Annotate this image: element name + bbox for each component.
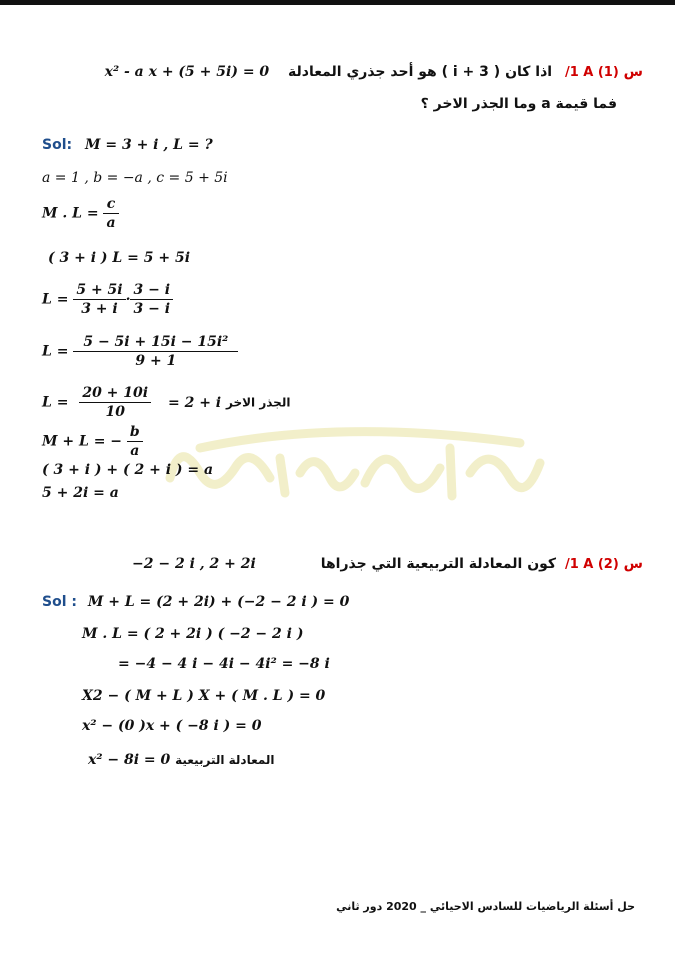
q1-answer: 5 + 2i = a xyxy=(42,485,119,501)
q1-l-frac2-den: 3 − i xyxy=(133,301,171,317)
q2-substitution: x² − (0 )x + ( −8 i ) = 0 xyxy=(82,718,262,734)
q1-coefficients: a = 1 , b = −a , c = 5 + 5i xyxy=(42,170,228,186)
q2-sol-label: Sol : xyxy=(42,594,77,610)
q2-header xyxy=(132,556,643,572)
q1-ml-den: a xyxy=(106,215,116,231)
q2-final-equation: x² − 8i = 0 xyxy=(88,752,171,768)
q1-header xyxy=(105,64,643,80)
q1-l-eq: L = xyxy=(42,291,69,308)
q1-question-line2: فما قيمة a وما الجذر الاخر ؟ xyxy=(420,96,617,112)
q1-l-eq-3: L = xyxy=(42,394,69,411)
q1-sum-frac xyxy=(127,424,143,459)
q1-sum-left: M + L = − xyxy=(42,433,123,450)
q1-l-frac1-num: 5 + 5i xyxy=(73,282,125,300)
q1-sum-den: a xyxy=(130,443,140,459)
q1-l-frac1-den: 3 + i xyxy=(81,301,118,317)
q1-product-step: ( 3 + i ) L = 5 + 5i xyxy=(48,250,191,266)
q2-roots: −2 − 2 i , 2 + 2i xyxy=(132,556,256,572)
q1-ml-formula xyxy=(42,196,119,231)
q1-l-frac1 xyxy=(73,282,125,317)
q2-sum-line xyxy=(42,594,349,610)
q1-l-eq-2: L = xyxy=(42,343,69,360)
q1-l-frac2-num: 3 − i xyxy=(130,282,173,300)
q1-l-step3 xyxy=(42,385,290,420)
footer-caption: حل أسئلة الرياضيات للسادس الاحيائي _ 2020 دور ثاني xyxy=(336,900,635,913)
q1-label: س xyxy=(623,64,643,80)
q1-l2-den: 9 + 1 xyxy=(135,353,177,369)
q1-ml-num: c xyxy=(103,196,118,214)
q1-sum-num: b xyxy=(127,424,143,442)
q1-l-step1: L = $\frac{5 + 5i}{3 + i}$ · $\frac{3 - i}{3 - i}$ xyxy=(42,282,173,317)
q1-l3-den: 10 xyxy=(105,404,125,420)
q1-ml-fraction xyxy=(103,196,118,231)
q2-ref: /1 A (2) xyxy=(564,557,619,572)
q1-sol-line xyxy=(42,137,213,153)
q2-final-line xyxy=(88,752,275,768)
q1-sol-label: Sol: xyxy=(42,137,73,153)
q1-l3-result: = 2 + i xyxy=(167,394,222,411)
q1-l3-num: 20 + 10i xyxy=(79,385,151,403)
q2-product-2: = −4 − 4 i − 4i − 4i² = −8 i xyxy=(118,656,330,672)
q2-sum: M + L = (2 + 2i) + (−2 − 2 i ) = 0 xyxy=(87,594,350,610)
q2-question-text: كون المعادلة التربيعية التي جذراها xyxy=(320,556,557,572)
q2-label: س xyxy=(623,556,643,572)
q1-sum-formula xyxy=(42,424,143,459)
q2-general-form: X2 − ( M + L ) X + ( M . L ) = 0 xyxy=(82,688,326,704)
q1-question-text: اذا كان ( 3 + i ) هو أحد جذري المعادلة xyxy=(288,64,553,80)
top-border xyxy=(0,0,675,5)
q1-equation: x² - a x + (5 + 5i) = 0 xyxy=(104,64,270,80)
q1-l-frac2 xyxy=(130,282,173,317)
q1-l2-frac xyxy=(73,334,238,369)
q1-other-root-label: الجذر الاخر xyxy=(226,395,291,410)
q2-final-label: المعادلة التربيعية xyxy=(175,753,275,767)
q1-ml-left: M . L = xyxy=(42,205,99,222)
q1-l-step2 xyxy=(42,334,238,369)
q1-l2-num: 5 − 5i + 15i − 15i² xyxy=(73,334,238,352)
q1-ref: /1 A (1) xyxy=(564,65,619,80)
q1-l3-frac xyxy=(79,385,151,420)
q2-product-1: M . L = ( 2 + 2i ) ( −2 − 2 i ) xyxy=(82,626,304,642)
q1-sum-substitution: ( 3 + i ) + ( 2 + i ) = a xyxy=(42,462,214,478)
q1-sol-given: M = 3 + i , L = ? xyxy=(84,137,213,153)
